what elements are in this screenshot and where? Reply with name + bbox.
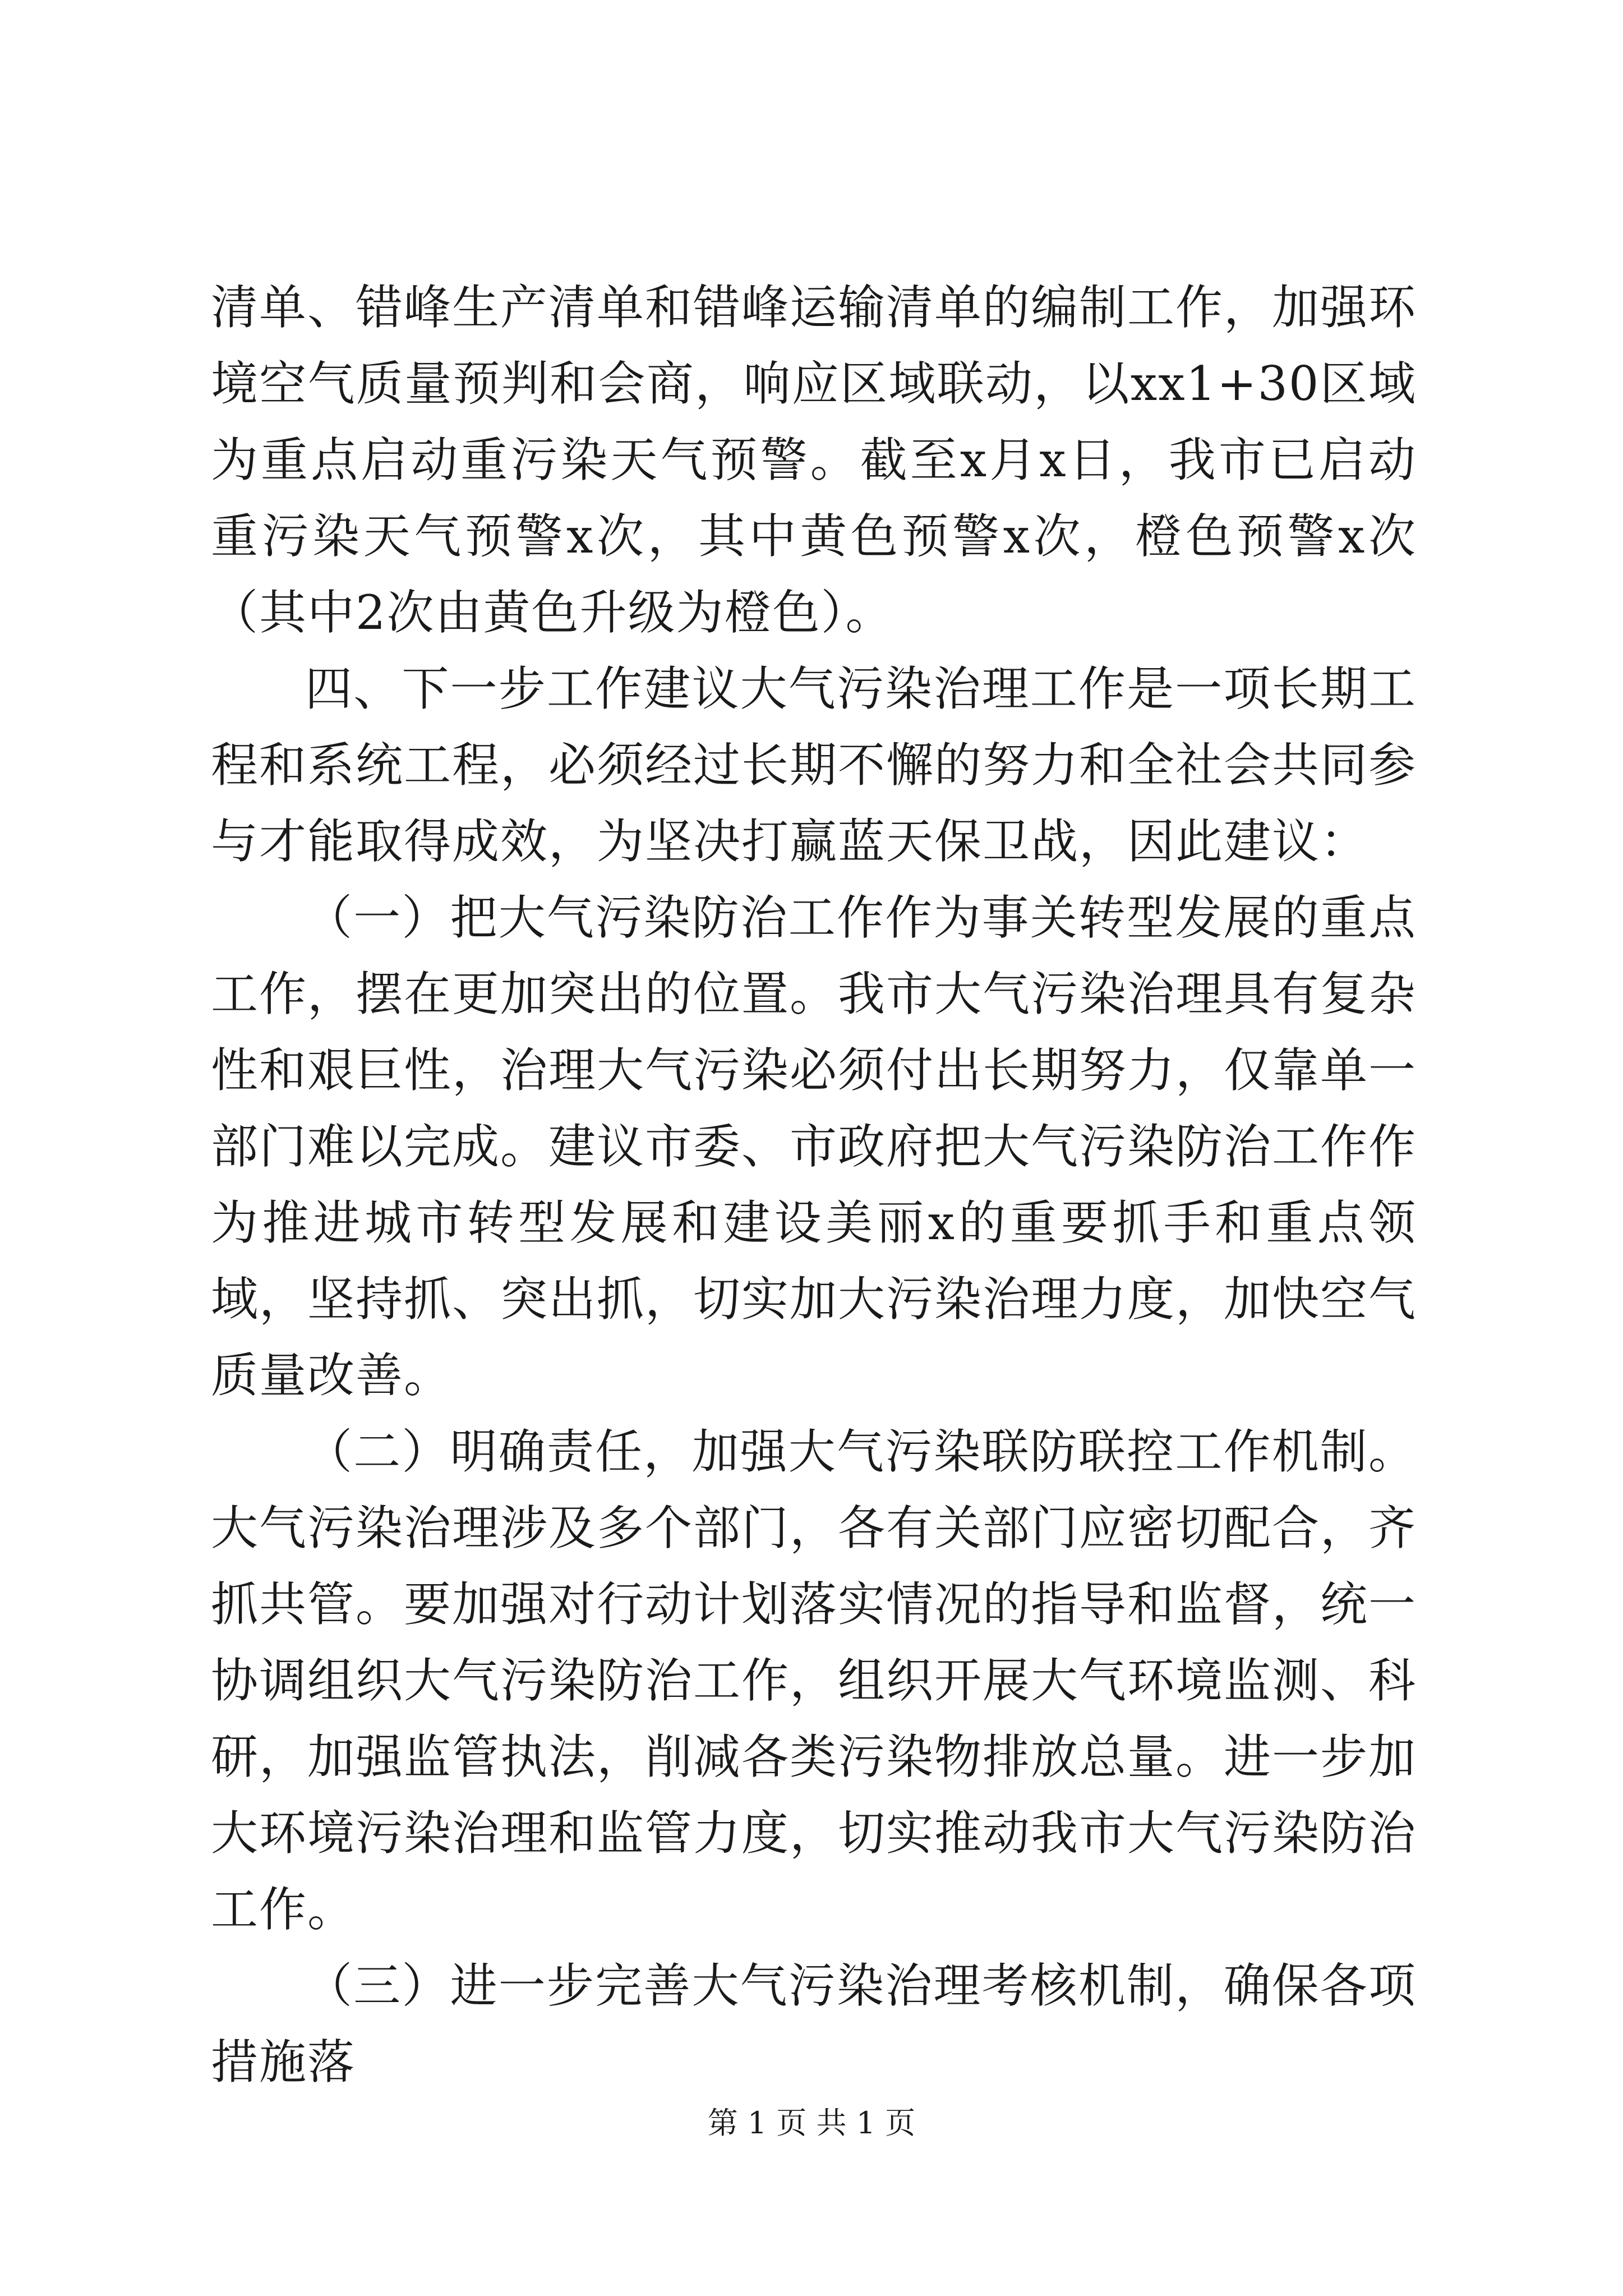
page-footer: 第 1 页 共 1 页 <box>707 2105 916 2141</box>
paragraph-2: 四、下一步工作建议大气污染治理工作是一项长期工程和系统工程，必须经过长期不懈的努力和全社会共同参与才能取得成效，为坚决打赢蓝天保卫战，因此建议： <box>211 661 1417 869</box>
paragraph-3: （一）把大气污染防治工作作为事关转型发展的重点工作，摆在更加突出的位置。我市大气污染治理具有复杂性和艰巨性，治理大气污染必须付出长期努力，仅靠单一部门难以完成。建议市委、市政府把大气污染防治工作作为推进城市转型发展和建设美丽x的重要抓手和重点领域，坚持抓、突出抓，切实加大污染治理力度，加快空气质量改善。 <box>211 890 1417 1403</box>
paragraph-4: （二）明确责任，加强大气污染联防联控工作机制。大气污染治理涉及多个部门，各有关部门应密切配合，齐抓共管。要加强对行动计划落实情况的指导和监督，统一协调组织大气污染防治工作，组织开展大气环境监测、科研，加强监管执法，削减各类污染物排放总量。进一步加大环境污染治理和监管力度，切实推动我市大气污染防治工作。 <box>211 1424 1417 1937</box>
document-body <box>211 269 1417 2100</box>
paragraph-5: （三）进一步完善大气污染治理考核机制，确保各项措施落 <box>211 1958 1417 2090</box>
paragraph-1: 清单、错峰生产清单和错峰运输清单的编制工作，加强环境空气质量预判和会商，响应区域联动，以xx1+30区域为重点启动重污染天气预警。截至x月x日，我市已启动重污染天气预警x次，其中黄色预警x次，橙色预警x次（其中2次由黄色升级为橙色）。 <box>211 280 1417 640</box>
